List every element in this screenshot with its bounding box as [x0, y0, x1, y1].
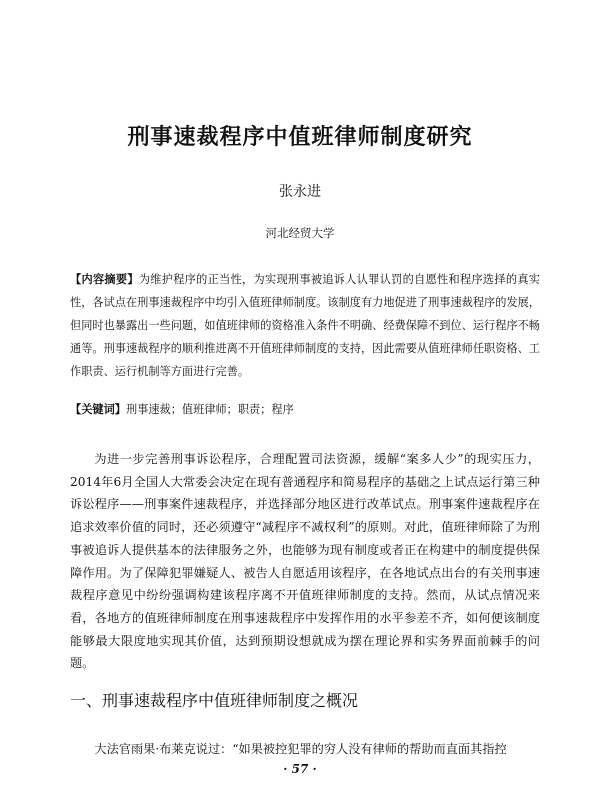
- body-paragraph: 为进一步完善刑事诉讼程序，合理配置司法资源，缓解“案多人少”的现实压力，2014年6月全国人大常委会决定在现有普通程序和简易程序的基础之上试点运行第三种诉讼程序——刑事案件速裁程序，并选择部分地区进行改革试点。刑事案件速裁程序在追求效率价值的同时，还必须遵守“减程序不减权利”的原则。对此，值班律师除了为刑事被追诉人提供基本的法律服务之外，也能够为现有制度或者正在构建中的制度提供保障作用。为了保障犯罪嫌疑人、被告人自愿适用该程序，在各地试点出台的有关刑事速裁程序意见中纷纷强调构建该程序离不开值班律师制度的支持。然而，从试点情况来看，各地方的值班律师制度在刑事速裁程序中发挥作用的水平参差不齐，如何便该制度能够最大限度地实现其价值，达到预期设想就成为摆在理论界和实务界面前棘手的问题。: [70, 452, 540, 671]
- paper-title: 刑事速裁程序中值班律师制度研究: [127, 125, 473, 150]
- keywords-text: 刑事速裁；值班律师；职责；程序: [125, 403, 294, 416]
- abstract-text: 为维护程序的正当性，为实现刑事被追诉人认罪认罚的自愿性和程序选择的真实性，各试点在刑事速裁程序中均引入值班律师制度。该制度有力地促进了刑事速裁程序的发展，但同时也暴露出一些问题，如值班律师的资格准入条件不明确、经费保障不到位、运行程序不畅通等。刑事速裁程序的顺利推进离不开值班律师制度的支持，因此需要从值班律师任职资格、工作职责、运行机制等方面进行完善。: [70, 273, 540, 378]
- quote-line: 大法官雨果·布莱克说过：“如果被控犯罪的穷人没有律师的帮助而直面其指控: [94, 742, 507, 756]
- keywords-block: [70, 399, 540, 420]
- keywords-label: 【关键词】: [70, 402, 126, 416]
- author-name: 张永进: [279, 184, 321, 200]
- author-affiliation: 河北经贸大学: [265, 226, 335, 240]
- section-heading: 一、刑事速裁程序中值班律师制度之概况: [70, 691, 359, 710]
- abstract-label: 【内容摘要】: [70, 272, 139, 286]
- page-number: · 57 ·: [283, 762, 317, 776]
- abstract-block: [70, 268, 540, 383]
